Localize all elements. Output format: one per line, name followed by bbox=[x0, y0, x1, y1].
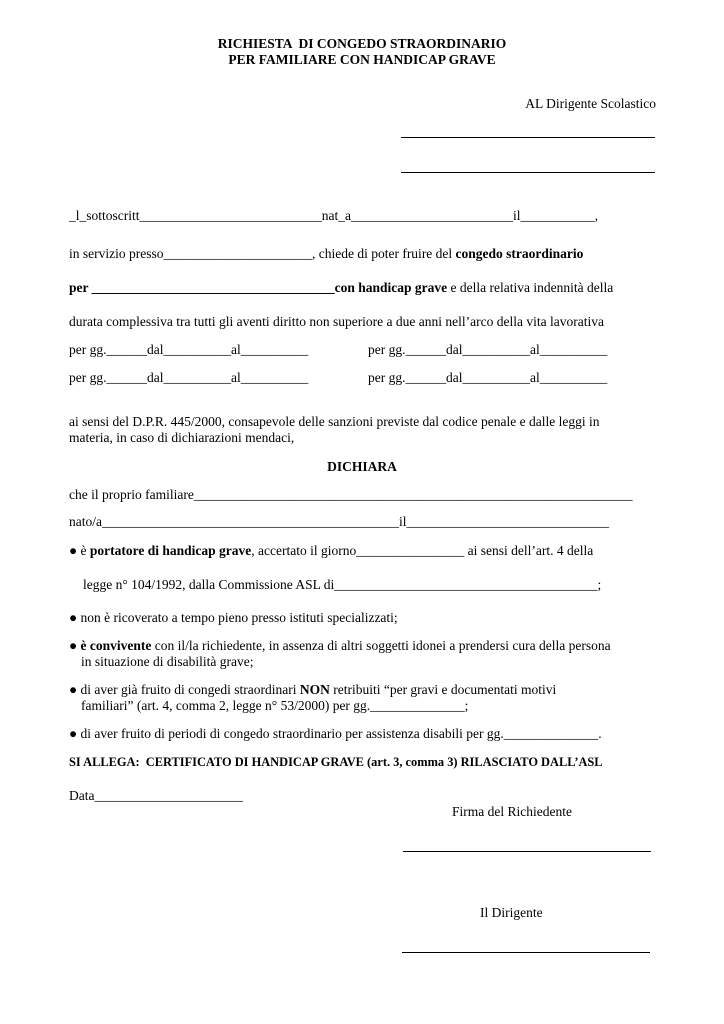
nato-line[interactable]: nato/a____________________________________________il______________________________ bbox=[69, 514, 609, 529]
si-allega: SI ALLEGA: CERTIFICATO DI HANDICAP GRAVE (art. 3, comma 3) RILASCIATO DALL’ASL bbox=[69, 755, 603, 769]
bullet-handicap-text: , accertato il giorno________________ ai sensi dell’art. 4 della bbox=[251, 543, 594, 558]
period-row2-right[interactable]: per gg.______dal__________al__________ bbox=[368, 370, 608, 385]
bullet-periodi[interactable]: ● di aver fruito di periodi di congedo straordinario per assistenza disabili per gg.______________. bbox=[69, 726, 602, 741]
bullet-handicap[interactable] bbox=[69, 543, 593, 559]
recipient-label: AL Dirigente Scolastico bbox=[525, 96, 656, 111]
title-line-2: PER FAMILIARE CON HANDICAP GRAVE bbox=[228, 52, 496, 67]
bullet-convivente-cont: in situazione di disabilità grave; bbox=[81, 654, 254, 669]
dirigente-label: Il Dirigente bbox=[480, 905, 543, 920]
firma-richiedente-label: Firma del Richiedente bbox=[452, 804, 572, 819]
bullet-fruito-text1: ● di aver già fruito di congedi straordinari bbox=[69, 682, 300, 697]
bullet-convivente-text: con il/la richiedente, in assenza di altri soggetti idonei a prendersi cura della persona bbox=[151, 638, 611, 653]
per-line[interactable] bbox=[69, 280, 613, 296]
dirigente-signature-line[interactable] bbox=[402, 952, 650, 953]
dichiara-heading: DICHIARA bbox=[327, 459, 397, 474]
per-bold: per ____________________________________con handicap grave bbox=[69, 280, 448, 295]
bullet-fruito-cont[interactable]: familiari” (art. 4, comma 2, legge n° 53/2000) per gg.______________; bbox=[81, 698, 469, 713]
date-line[interactable]: Data______________________ bbox=[69, 788, 243, 803]
bullet-convivente bbox=[69, 638, 611, 654]
service-text: in servizio presso______________________, chiede di poter fruire del bbox=[69, 246, 456, 261]
service-bold: congedo straordinario bbox=[455, 246, 584, 261]
bullet-handicap-prefix: ● è bbox=[69, 543, 90, 558]
familiare-line[interactable]: che il proprio familiare_________________________________________________________________ bbox=[69, 487, 633, 502]
recipient-line-2[interactable] bbox=[401, 172, 655, 173]
bullet-convivente-bold: è convivente bbox=[80, 638, 152, 653]
bullet-handicap-bold: portatore di handicap grave bbox=[89, 543, 252, 558]
duration-line: durata complessiva tra tutti gli aventi diritto non superiore a due anni nell’arco della vita lavorativa bbox=[69, 314, 604, 329]
recipient-line-1[interactable] bbox=[401, 137, 655, 138]
dpr-line-2: materia, in caso di dichiarazioni mendaci, bbox=[69, 430, 295, 445]
service-line[interactable] bbox=[69, 246, 583, 262]
period-row1-right[interactable]: per gg.______dal__________al__________ bbox=[368, 342, 608, 357]
firma-richiedente-line[interactable] bbox=[403, 851, 651, 852]
bullet-fruito-bold: NON bbox=[299, 682, 330, 697]
period-row2-left[interactable]: per gg.______dal__________al__________ bbox=[69, 370, 309, 385]
bullet-handicap-cont[interactable]: legge n° 104/1992, dalla Commissione ASL di_______________________________________; bbox=[83, 577, 602, 592]
per-text: e della relativa indennità della bbox=[447, 280, 614, 295]
bullet-convivente-prefix: ● bbox=[69, 638, 81, 653]
period-row1-left[interactable]: per gg.______dal__________al__________ bbox=[69, 342, 309, 357]
applicant-line[interactable]: _l_sottoscritt___________________________nat_a________________________il___________, bbox=[69, 208, 599, 223]
bullet-fruito bbox=[69, 682, 556, 698]
bullet-ricoverato: ● non è ricoverato a tempo pieno presso istituti specializzati; bbox=[69, 610, 398, 625]
bullet-fruito-text2: retribuiti “per gravi e documentati motivi bbox=[329, 682, 557, 697]
dpr-line-1: ai sensi del D.P.R. 445/2000, consapevole delle sanzioni previste dal codice penale e dalle leggi in bbox=[69, 414, 600, 429]
title-line-1: RICHIESTA DI CONGEDO STRAORDINARIO bbox=[217, 36, 507, 51]
